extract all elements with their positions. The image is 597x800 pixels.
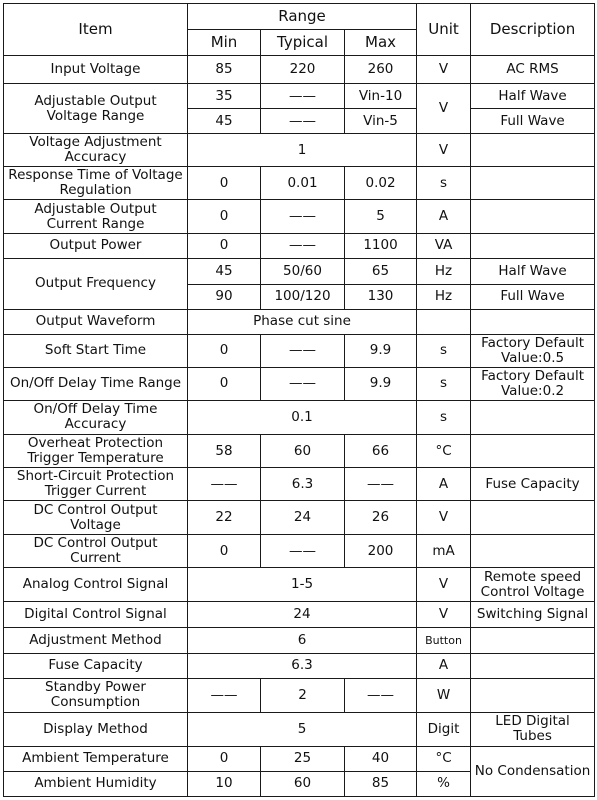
description-value: Half Wave (471, 84, 595, 109)
item-label: On/Off Delay Time Accuracy (4, 400, 188, 434)
typical-value: 100/120 (261, 284, 345, 309)
row-onoff-delay-accuracy (4, 400, 595, 434)
header-max: Max (345, 30, 417, 56)
range-value: 1-5 (188, 568, 417, 602)
description-value (471, 678, 595, 712)
description-value: No Condensation (471, 746, 595, 796)
min-value: 0 (188, 367, 261, 400)
unit-value: s (417, 167, 471, 200)
description-value (471, 501, 595, 535)
min-value: 0 (188, 167, 261, 200)
header-min: Min (188, 30, 261, 56)
unit-value: Button (417, 628, 471, 653)
unit-value: V (417, 501, 471, 535)
max-value: 1100 (345, 233, 417, 258)
unit-value: Hz (417, 258, 471, 284)
item-label: Adjustable Output Voltage Range (4, 84, 188, 134)
unit-value: A (417, 468, 471, 501)
unit-value: V (417, 84, 471, 134)
item-label: DC Control Output Voltage (4, 501, 188, 535)
header-typical: Typical (261, 30, 345, 56)
typical-value: —— (261, 334, 345, 367)
unit-value: s (417, 334, 471, 367)
max-value: —— (345, 678, 417, 712)
item-label: Input Voltage (4, 56, 188, 84)
unit-value: W (417, 678, 471, 712)
description-value (471, 200, 595, 233)
item-label: Fuse Capacity (4, 653, 188, 678)
range-value: 5 (188, 712, 417, 746)
description-value (471, 309, 595, 334)
max-value: 26 (345, 501, 417, 535)
min-value: 58 (188, 435, 261, 468)
description-value (471, 233, 595, 258)
max-value: 130 (345, 284, 417, 309)
description-value: LED Digital Tubes (471, 712, 595, 746)
unit-value: Digit (417, 712, 471, 746)
min-value: 0 (188, 334, 261, 367)
max-value: 85 (345, 771, 417, 796)
min-value: 0 (188, 746, 261, 771)
unit-value: mA (417, 535, 471, 568)
row-dc-control-current (4, 535, 595, 568)
unit-value: VA (417, 233, 471, 258)
unit-value: V (417, 134, 471, 167)
unit-value: % (417, 771, 471, 796)
unit-value (417, 309, 471, 334)
unit-value: V (417, 602, 471, 628)
unit-value: s (417, 367, 471, 400)
row-analog-control-signal (4, 568, 595, 602)
description-value (471, 628, 595, 653)
row-input-voltage (4, 56, 595, 84)
unit-value: V (417, 568, 471, 602)
min-value: 0 (188, 233, 261, 258)
row-short-circuit-protection (4, 468, 595, 501)
typical-value: —— (261, 535, 345, 568)
row-ambient-temperature (4, 746, 595, 771)
row-adjustment-method (4, 628, 595, 653)
description-value: Fuse Capacity (471, 468, 595, 501)
max-value: 65 (345, 258, 417, 284)
description-value: Factory Default Value:0.5 (471, 334, 595, 367)
typical-value: 25 (261, 746, 345, 771)
description-value: Half Wave (471, 258, 595, 284)
unit-value: A (417, 200, 471, 233)
typical-value: —— (261, 84, 345, 109)
row-adj-output-current (4, 200, 595, 233)
description-value (471, 535, 595, 568)
range-value: 24 (188, 602, 417, 628)
max-value: Vin-10 (345, 84, 417, 109)
item-label: Digital Control Signal (4, 602, 188, 628)
min-value: 35 (188, 84, 261, 109)
max-value: 0.02 (345, 167, 417, 200)
item-label: Standby Power Consumption (4, 678, 188, 712)
typical-value: 0.01 (261, 167, 345, 200)
specification-table (3, 3, 595, 797)
range-value: 6.3 (188, 653, 417, 678)
item-label: Soft Start Time (4, 334, 188, 367)
typical-value: 6.3 (261, 468, 345, 501)
item-label: Adjustment Method (4, 628, 188, 653)
typical-value: 220 (261, 56, 345, 84)
description-value: Full Wave (471, 109, 595, 134)
item-label: Output Frequency (4, 258, 188, 309)
row-display-method (4, 712, 595, 746)
item-label: Ambient Humidity (4, 771, 188, 796)
item-label: Output Power (4, 233, 188, 258)
row-fuse-capacity (4, 653, 595, 678)
row-output-power (4, 233, 595, 258)
item-label: Response Time of Voltage Regulation (4, 167, 188, 200)
row-onoff-delay-range (4, 367, 595, 400)
unit-value: °C (417, 746, 471, 771)
typical-value: —— (261, 233, 345, 258)
item-label: Analog Control Signal (4, 568, 188, 602)
unit-value: A (417, 653, 471, 678)
item-label: On/Off Delay Time Range (4, 367, 188, 400)
max-value: 9.9 (345, 367, 417, 400)
min-value: 0 (188, 535, 261, 568)
range-value: Phase cut sine (188, 309, 417, 334)
min-value: 45 (188, 109, 261, 134)
max-value: 40 (345, 746, 417, 771)
description-value: Remote speed Control Voltage (471, 568, 595, 602)
min-value: 10 (188, 771, 261, 796)
typical-value: 60 (261, 435, 345, 468)
unit-value: V (417, 56, 471, 84)
description-value (471, 653, 595, 678)
max-value: 260 (345, 56, 417, 84)
range-value: 6 (188, 628, 417, 653)
min-value: —— (188, 678, 261, 712)
description-value: Full Wave (471, 284, 595, 309)
item-label: Ambient Temperature (4, 746, 188, 771)
row-adj-output-voltage-half (4, 84, 595, 109)
typical-value: 2 (261, 678, 345, 712)
row-dc-control-voltage (4, 501, 595, 535)
description-value (471, 134, 595, 167)
description-value: Switching Signal (471, 602, 595, 628)
row-voltage-adjustment-accuracy (4, 134, 595, 167)
typical-value: 24 (261, 501, 345, 535)
typical-value: —— (261, 109, 345, 134)
min-value: 0 (188, 200, 261, 233)
description-value: Factory Default Value:0.2 (471, 367, 595, 400)
item-label: Display Method (4, 712, 188, 746)
min-value: —— (188, 468, 261, 501)
typical-value: 60 (261, 771, 345, 796)
max-value: 66 (345, 435, 417, 468)
description-value: AC RMS (471, 56, 595, 84)
row-standby-power (4, 678, 595, 712)
range-value: 0.1 (188, 400, 417, 434)
row-soft-start-time (4, 334, 595, 367)
row-response-time (4, 167, 595, 200)
description-value (471, 400, 595, 434)
min-value: 45 (188, 258, 261, 284)
header-item: Item (4, 4, 188, 56)
item-label: Short-Circuit Protection Trigger Current (4, 468, 188, 501)
row-output-frequency-half (4, 258, 595, 284)
typical-value: —— (261, 367, 345, 400)
header-unit: Unit (417, 4, 471, 56)
max-value: 9.9 (345, 334, 417, 367)
header-description: Description (471, 4, 595, 56)
max-value: Vin-5 (345, 109, 417, 134)
description-value (471, 435, 595, 468)
row-digital-control-signal (4, 602, 595, 628)
min-value: 85 (188, 56, 261, 84)
unit-value: s (417, 400, 471, 434)
min-value: 90 (188, 284, 261, 309)
min-value: 22 (188, 501, 261, 535)
item-label: Output Waveform (4, 309, 188, 334)
typical-value: —— (261, 200, 345, 233)
unit-value: °C (417, 435, 471, 468)
item-label: DC Control Output Current (4, 535, 188, 568)
max-value: —— (345, 468, 417, 501)
max-value: 200 (345, 535, 417, 568)
unit-value: Hz (417, 284, 471, 309)
max-value: 5 (345, 200, 417, 233)
row-output-waveform (4, 309, 595, 334)
typical-value: 50/60 (261, 258, 345, 284)
row-overheat-protection (4, 435, 595, 468)
item-label: Adjustable Output Current Range (4, 200, 188, 233)
header-range: Range (188, 4, 417, 30)
item-label: Overheat Protection Trigger Temperature (4, 435, 188, 468)
item-label: Voltage Adjustment Accuracy (4, 134, 188, 167)
range-value: 1 (188, 134, 417, 167)
description-value (471, 167, 595, 200)
